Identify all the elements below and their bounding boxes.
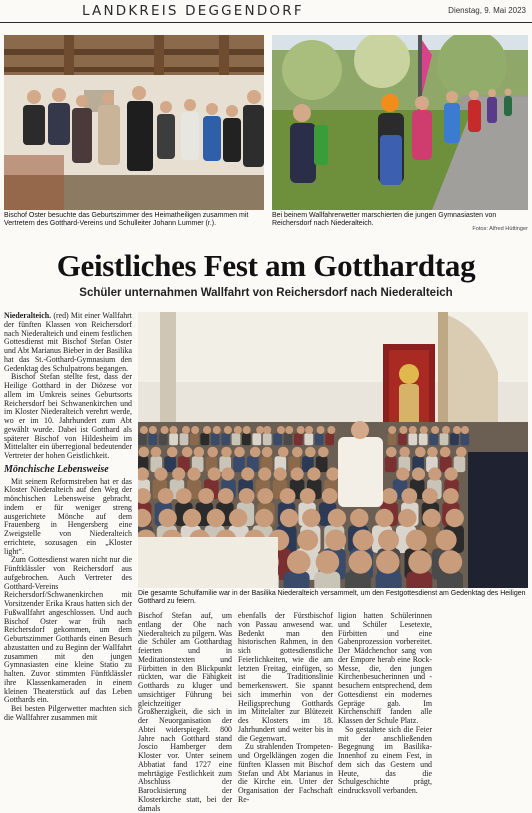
article-headline: Geistliches Fest am Gotthardtag (56, 248, 476, 283)
paragraph: (red) Mit einer Wallfahrt der fünften Klassen von Reichersdorf nach Niederalteich und einem festlichen Gottesdienst mit Bischof Stefan Oster und Abt Marianus Bieber in der Basilika hat das St.-Gotthard-Gymnasium den Gedenktag des Schulpatrons begangen. (4, 311, 132, 373)
article-subheadline: Schüler unternahmen Wallfahrt von Reichersdorf nach Niederalteich (79, 287, 453, 299)
article-column-3 (238, 612, 333, 805)
photo-credit: Fotos: Alfred Hüttinger (472, 226, 528, 232)
issue-date: Dienstag, 9. Mai 2023 (448, 6, 526, 15)
paragraph: ligion hatten Schülerinnen und Schüler Lesetexte, Fürbitten und eine Gabenprozession vorbereitet. Der Mädchenchor sang von der Empore herab eine Rock-Messe, die, den jungen Kirchenbesucherinnen und -besuchern entsprechend, dem Gottesdienst ein modernes Gepräge gab. Im Kirchenschiff fanden alle Klassen der Schule Platz. (338, 611, 432, 725)
paragraph: Bei besten Pilgerwetter machten sich die Wallfahrer zusammen mit (4, 704, 132, 722)
paragraph: Bischof Stefan auf, um entlang der Ohe nach Niederalteich zu pilgern. Was die Schüler am Gotthardtag feierten und in Meditationstexten und Fürbitten in den Blickpunkt rückten, war die Fähigkeit Gotthards zu kluger und umsichtiger Führung bei gleichzeitiger Großherzigkeit, die sich in der Neuorganisation der Abtei widerspiegelt. 800 Jahre nach Gotthard stand Joscio Hamberger dem Kloster vor. Unter seinem Abbatiat fand 1727 eine mehrtägige Festlichkeit zum Abschluss der Barockisierung der Klosterkirche statt, bei der damals (138, 611, 232, 813)
paragraph: ebenfalls der Fürstbischof von Passau anwesend war. Bedenkt man den historischen Rahmen, in den sich gottesdienstliche Feierlichkeiten, wie die am letzten Freitag, einfügen, so ist die Traditionslinie bemerkenswert. Sie spannt sich immerhin von der Heiligsprechung Gotthards im Mittelalter zur Blütezeit des Klosters im 18. Jahrhundert und weiter bis in die Gegenwart. (238, 611, 333, 743)
photo3-caption: Die gesamte Schulfamilie war in der Basilika Niederalteich versammelt, um den Festgottesdienst am Gedenktag des Heiligen Gotthard zu feiern. (138, 590, 526, 606)
article-column-4 (338, 612, 432, 796)
article-column-1 (4, 312, 132, 723)
photo-group-bishop (4, 35, 264, 210)
article-column-2 (138, 612, 232, 813)
paragraph: Zu strahlenden Trompeten- und Orgelklängen zogen die fünften Klassen mit Bischof Stefan und Abt Marianus in die Kirche ein. Unter der Organisation der Fachschaft Re- (238, 742, 333, 804)
paragraph: Zum Gottesdienst waren nicht nur die Fünftklässler von Reichersdorf aus aufgebrochen. Auch Vertreter des Gotthard-Vereins Reichersdorf/Schwanenkirchen mit Vorsitzender Erika Kraus hatten sich der Fußwallfahrt angeschlossen. Und auch Bischof Oster war früh nach Reichersdorf gekommen, um dem Geburtszimmer Gotthards einen Besuch abzustatten und zu Beginn der Wallfahrt zusammen mit den jungen Gymnasiasten eine kleine Statio zu halten. Zuvor stimmten Fünftklässler ihre Klassenkameraden in einem kleinen Theaterstück auf das Leben Gotthards ein. (4, 555, 132, 705)
paragraph: Bischof Stefan stellte fest, dass der Heilige Gotthard in der Diözese vor allem im Umkreis seines Geburtsorts Reichersdorf bei Schwanenkirchen und im Kloster Niederalteich verehrt werde, wo er im 10. Jahrhundert zum Abt gewählt wurde. Dabei ist Gotthard als späterer Bischof von Hildesheim im Mittelalter ein überregional bedeutender Vertreter der hohen Geistlichkeit. (4, 372, 132, 460)
paragraph: So gestaltete sich die Feier mit der anschließenden Begegnung im Basilika-Innenhof zu einem Fest, in dem sich das Gestern und Heute, das die Schulgeschichte prägt, eindrucksvoll verbanden. (338, 724, 432, 795)
section-title: LANDKREIS DEGGENDORF (82, 3, 304, 19)
photo1-caption: Bischof Oster besuchte das Geburtszimmer des Heimatheiligen zusammen mit Vertretern des Gotthard-Vereins und Schulleiter Johann Lummer (r.). (4, 212, 249, 228)
dateline: Niederalteich. (4, 311, 52, 320)
photo-basilica (138, 312, 528, 588)
photo-pilgrimage (272, 35, 528, 210)
photo2-caption: Bei beinem Wallfahrerwetter marschierten die jungen Gymnasiasten von Reichersdorf nach Niederalteich. (272, 212, 497, 228)
paragraph: Mit seinem Reformstreben hat er das Kloster Niederalteich auf den Weg der mönchischen Lebensweise gebracht, indem er für weniger streng ausgerichtete Mönche auf dem Frauenberg in Hengersberg eine Zweigstelle von Niederalteich errichtete, sozusagen ein „Kloster light“. (4, 476, 132, 556)
page-header (0, 0, 532, 23)
subheading: Mönchische Lebensweise (4, 463, 109, 475)
